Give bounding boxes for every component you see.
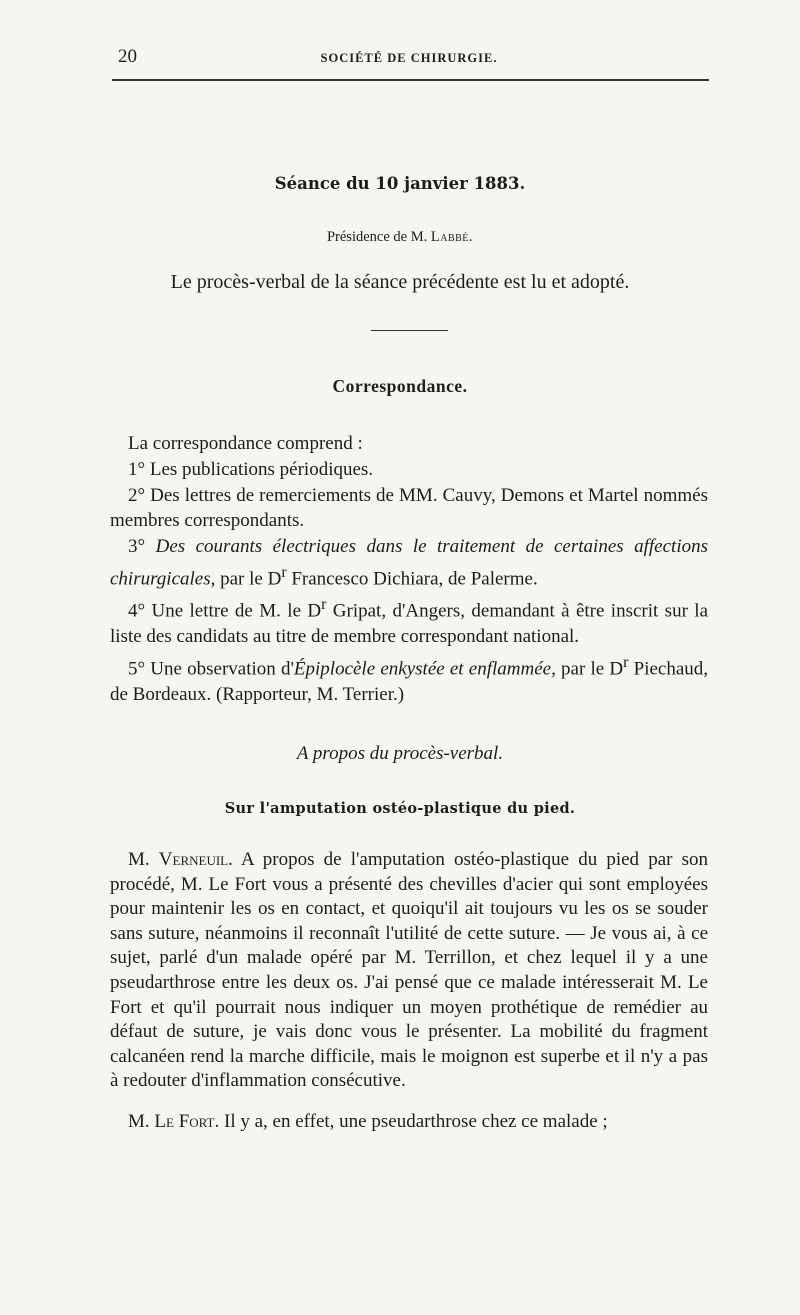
item4-text-a: 4° Une lettre de M. le D (128, 600, 322, 622)
item3-number: 3° (128, 536, 146, 558)
presidence-prefix: Présidence de M. (326, 229, 428, 245)
item4-sup: r (321, 596, 327, 614)
correspondance-heading: Correspondance. (332, 376, 468, 396)
item5-text-c: Piechaud, de Bordeaux. (Rapporteur, M. Terrier.) (110, 658, 709, 706)
correspondance-item-2: 2° Des lettres de remerciements de MM. Cauvy, Demons et Martel nommés membres correspondants. (110, 484, 708, 532)
presidence-line (0, 229, 800, 246)
item3-sup: r (281, 563, 287, 581)
page-number: 20 (118, 46, 137, 67)
correspondance-item-5 (110, 650, 708, 708)
seance-title: Séance du 10 janvier 1883. (274, 174, 526, 193)
correspondance-item-3 (110, 534, 708, 592)
item3-author-b: Francesco Dichiara, de Palerme. (291, 568, 538, 590)
p1-prefix: M. (128, 849, 150, 870)
correspondance-item-1: 1° Les publications périodiques. (128, 458, 374, 480)
correspondance-item-4 (110, 592, 708, 650)
p2-speaker: Le Fort. (154, 1110, 220, 1132)
item5-title: Épiplocèle enkystée et enflammée, (293, 658, 556, 680)
page-header (110, 44, 708, 74)
article-title: Sur l'amputation ostéo-plastique du pied. (224, 800, 576, 817)
item3-author-a: par le D (220, 568, 282, 590)
separator-rule (371, 330, 448, 331)
item5-text-b: par le D (561, 658, 624, 680)
discussion-heading: A propos du procès-verbal. (296, 743, 504, 764)
item5-sup: r (623, 654, 629, 672)
p1-text: A propos de l'amputation ostéo-plastique du pied par son procédé, M. Le Fort vous a présenté des chevilles d'acier qui sont employées pour maintenir les os en contact, et quoiqu'il ait toujours vu les os se souder sans suture, néanmoins il reconnaît l'utilité de cette suture. — Je vous ai, à ce sujet, parlé d'un malade opéré par M. Terrillon, et chez lequel il y a une pseudarthrose entre les deux os. J'ai pensé que ce malade intéresserait M. Le Fort et qu'il pourrait nous indiquer un moyen prothétique de remédier au défaut de suture, je vais donc vous le présenter. La mobilité du fragment calcanéen rend la marche difficile, mais le moignon est superbe et il n'y a pas à redouter d'inflammation consécutive. (110, 849, 708, 1092)
item3-title: Des courants électriques dans le traitement de certaines affections chirurgicales, (110, 536, 709, 590)
p2-text: Il y a, en effet, une pseudarthrose chez ce malade ; (224, 1110, 608, 1132)
proces-verbal-statement: Le procès-verbal de la séance précédente est lu et adopté. (170, 271, 630, 293)
discussion-text (110, 848, 708, 1151)
item4-text-b: Gripat, d'Angers, demandant à être inscrit sur la liste des candidats au titre de membre correspondant national. (110, 600, 709, 648)
p1-speaker: Verneuil. (158, 849, 233, 870)
header-rule (112, 79, 709, 81)
running-head: SOCIÉTÉ DE CHIRURGIE. (320, 51, 498, 65)
correspondance-list (110, 431, 708, 708)
item5-text-a: 5° Une observation d' (128, 658, 294, 680)
correspondance-intro: La correspondance comprend : (128, 433, 363, 454)
discussion-paragraph-2 (110, 1110, 708, 1135)
p2-prefix: M. (128, 1110, 150, 1132)
president-name: Labbé. (430, 229, 474, 245)
discussion-paragraph-1 (110, 848, 708, 1094)
